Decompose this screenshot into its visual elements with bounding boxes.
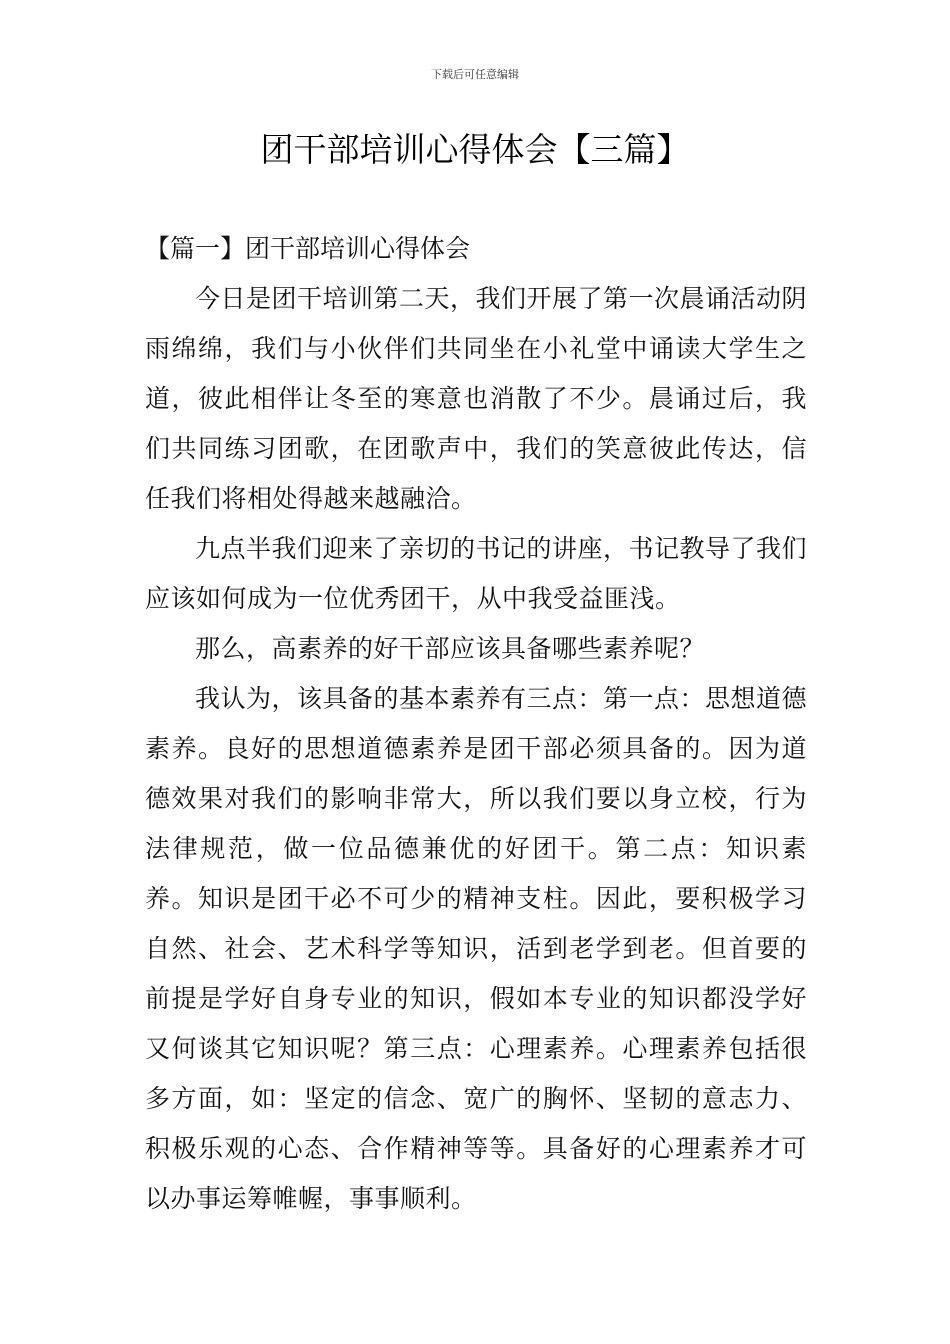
header-note: 下载后可任意编辑 (431, 68, 519, 81)
paragraph-4: 我认为，该具备的基本素养有三点：第一点：思想道德素养。良好的思想道德素养是团干部必须具备的。因为道德效果对我们的影响非常大，所以我们要以身立校，行为法律规范，做一位品德兼优的好团干。第二点：知识素养。知识是团干必不可少的精神支柱。因此，要积极学习自然、社会、艺术科学等知识，活到老学到老。但首要的前提是学好自身专业的知识，假如本专业的知识都没学好又何谈其它知识呢？第三点：心理素养。心理素养包括很多方面，如：坚定的信念、宽广的胸怀、坚韧的意志力、积极乐观的心态、合作精神等等。具备好的心理素养才可以办事运筹帷幄，事事顺利。 (145, 684, 808, 1213)
paragraph-1: 今日是团干培训第二天，我们开展了第一次晨诵活动阴雨绵绵，我们与小伙伴们共同坐在小礼堂中诵读大学生之道，彼此相伴让冬至的寒意也消散了不少。晨诵过后，我们共同练习团歌，在团歌声中，我们的笑意彼此传达，信任我们将相处得越来越融洽。 (145, 284, 808, 513)
document-title: 团干部培训心得体会【三篇】 (260, 130, 690, 169)
paragraph-2: 九点半我们迎来了亲切的书记的讲座，书记教导了我们应该如何成为一位优秀团干，从中我受益匪浅。 (145, 534, 808, 613)
document-body (145, 224, 807, 1224)
section-heading: 【篇一】团干部培训心得体会 (145, 234, 471, 263)
paragraph-3: 那么，高素养的好干部应该具备哪些素养呢？ (195, 634, 706, 663)
